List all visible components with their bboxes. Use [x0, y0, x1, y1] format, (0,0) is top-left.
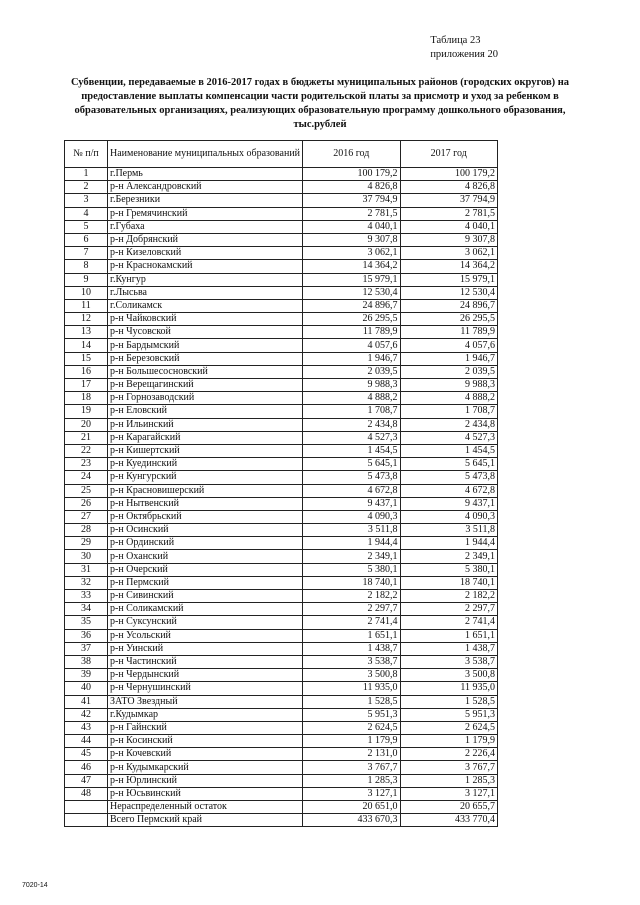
municipality-name-cell: Нераспределенный остаток — [107, 801, 302, 814]
row-number-cell: 29 — [65, 537, 108, 550]
row-number-cell: 10 — [65, 286, 108, 299]
value-2017-cell: 2 349,1 — [400, 550, 498, 563]
table-row — [65, 801, 498, 814]
value-2017-cell: 11 789,9 — [400, 326, 498, 339]
row-number-cell: 17 — [65, 379, 108, 392]
row-number-cell: 39 — [65, 669, 108, 682]
table-row — [65, 563, 498, 576]
value-2016-cell: 1 528,5 — [303, 695, 400, 708]
table-header-row — [65, 141, 498, 168]
row-number-cell: 38 — [65, 655, 108, 668]
table-row — [65, 761, 498, 774]
municipality-name-cell: р-н Чернушинский — [107, 682, 302, 695]
municipality-name-cell: г.Кунгур — [107, 273, 302, 286]
value-2017-cell: 4 090,3 — [400, 510, 498, 523]
municipality-name-cell: р-н Оханский — [107, 550, 302, 563]
municipality-name-cell: г.Кудымкар — [107, 708, 302, 721]
municipality-name-cell: р-н Чердынский — [107, 669, 302, 682]
value-2016-cell: 4 888,2 — [303, 392, 400, 405]
value-2017-cell: 9 307,8 — [400, 233, 498, 246]
municipality-name-cell: р-н Куединский — [107, 458, 302, 471]
row-number-cell: 44 — [65, 735, 108, 748]
value-2017-cell: 2 297,7 — [400, 603, 498, 616]
value-2017-cell: 3 127,1 — [400, 787, 498, 800]
value-2017-cell: 11 935,0 — [400, 682, 498, 695]
value-2017-cell: 14 364,2 — [400, 260, 498, 273]
value-2016-cell: 2 182,2 — [303, 590, 400, 603]
table-row — [65, 392, 498, 405]
row-number-cell: 37 — [65, 642, 108, 655]
municipality-name-cell: г.Соликамск — [107, 299, 302, 312]
table-row — [65, 484, 498, 497]
row-number-cell: 18 — [65, 392, 108, 405]
row-number-cell: 21 — [65, 431, 108, 444]
value-2017-cell: 4 826,8 — [400, 181, 498, 194]
municipality-name-cell: р-н Нытвенский — [107, 497, 302, 510]
value-2016-cell: 1 454,5 — [303, 444, 400, 457]
row-number-cell: 8 — [65, 260, 108, 273]
value-2017-cell: 15 979,1 — [400, 273, 498, 286]
value-2016-cell: 2 131,0 — [303, 748, 400, 761]
value-2016-cell: 2 434,8 — [303, 418, 400, 431]
table-row — [65, 471, 498, 484]
row-number-cell: 16 — [65, 365, 108, 378]
value-2016-cell: 9 307,8 — [303, 233, 400, 246]
value-2017-cell: 12 530,4 — [400, 286, 498, 299]
value-2017-cell: 1 285,3 — [400, 774, 498, 787]
row-number-cell: 5 — [65, 220, 108, 233]
value-2017-cell: 5 645,1 — [400, 458, 498, 471]
table-row — [65, 299, 498, 312]
value-2016-cell: 1 651,1 — [303, 629, 400, 642]
value-2017-cell: 1 438,7 — [400, 642, 498, 655]
document-title: Субвенции, передаваемые в 2016-2017 годах в бюджеты муниципальных районов (городских округов) на предоставление выплаты компенсации части родительской платы за присмотр и уход за ребенком в образовательных организациях, реализующих образовательную программу дошкольного образования, тыс.рублей — [70, 77, 570, 130]
value-2017-cell: 2 741,4 — [400, 616, 498, 629]
value-2016-cell: 26 295,5 — [303, 313, 400, 326]
municipality-name-cell: р-н Краснокамский — [107, 260, 302, 273]
value-2016-cell: 100 179,2 — [303, 168, 400, 181]
value-2017-cell: 2 226,4 — [400, 748, 498, 761]
value-2017-cell: 4 040,1 — [400, 220, 498, 233]
row-number-cell — [65, 801, 108, 814]
municipality-name-cell: р-н Горнозаводский — [107, 392, 302, 405]
table-row — [65, 590, 498, 603]
table-row — [65, 787, 498, 800]
row-number-cell: 31 — [65, 563, 108, 576]
value-2017-cell: 1 651,1 — [400, 629, 498, 642]
value-2017-cell: 4 888,2 — [400, 392, 498, 405]
row-number-cell: 9 — [65, 273, 108, 286]
row-number-cell: 33 — [65, 590, 108, 603]
municipality-name-cell: р-н Бардымский — [107, 339, 302, 352]
value-2017-cell: 9 437,1 — [400, 497, 498, 510]
value-2016-cell: 1 438,7 — [303, 642, 400, 655]
municipality-name-cell: р-н Гремячинский — [107, 207, 302, 220]
municipality-name-cell: г.Губаха — [107, 220, 302, 233]
value-2016-cell: 5 645,1 — [303, 458, 400, 471]
row-number-cell: 48 — [65, 787, 108, 800]
value-2016-cell: 2 297,7 — [303, 603, 400, 616]
table-row — [65, 194, 498, 207]
table-row — [65, 379, 498, 392]
row-number-cell: 45 — [65, 748, 108, 761]
value-2017-cell: 3 062,1 — [400, 247, 498, 260]
municipality-name-cell: р-н Суксунский — [107, 616, 302, 629]
row-number-cell — [65, 814, 108, 827]
municipality-name-cell: р-н Очерский — [107, 563, 302, 576]
table-row — [65, 326, 498, 339]
value-2016-cell: 4 527,3 — [303, 431, 400, 444]
table-row — [65, 286, 498, 299]
value-2017-cell: 1 454,5 — [400, 444, 498, 457]
value-2016-cell: 3 062,1 — [303, 247, 400, 260]
municipality-name-cell: г.Пермь — [107, 168, 302, 181]
row-number-cell: 1 — [65, 168, 108, 181]
row-number-cell: 20 — [65, 418, 108, 431]
table-reference — [430, 34, 498, 62]
value-2017-cell: 5 473,8 — [400, 471, 498, 484]
column-header-2016: 2016 год — [303, 141, 400, 168]
value-2016-cell: 4 040,1 — [303, 220, 400, 233]
value-2017-cell: 1 944,4 — [400, 537, 498, 550]
municipality-name-cell: р-н Красновишерский — [107, 484, 302, 497]
table-row — [65, 497, 498, 510]
municipality-name-cell: р-н Частинский — [107, 655, 302, 668]
value-2016-cell: 24 896,7 — [303, 299, 400, 312]
table-row — [65, 458, 498, 471]
table-row — [65, 774, 498, 787]
value-2016-cell: 433 670,3 — [303, 814, 400, 827]
table-row — [65, 537, 498, 550]
value-2016-cell: 2 039,5 — [303, 365, 400, 378]
row-number-cell: 35 — [65, 616, 108, 629]
value-2016-cell: 37 794,9 — [303, 194, 400, 207]
value-2016-cell: 18 740,1 — [303, 576, 400, 589]
municipality-name-cell: р-н Большесосновский — [107, 365, 302, 378]
column-header-number: № п/п — [65, 141, 108, 168]
value-2017-cell: 4 527,3 — [400, 431, 498, 444]
appendix-label: приложения 20 — [430, 49, 498, 60]
value-2017-cell: 3 767,7 — [400, 761, 498, 774]
municipality-name-cell: р-н Осинский — [107, 524, 302, 537]
municipality-name-cell: р-н Березовский — [107, 352, 302, 365]
municipality-name-cell: р-н Юрлинский — [107, 774, 302, 787]
value-2017-cell: 2 434,8 — [400, 418, 498, 431]
value-2016-cell: 3 127,1 — [303, 787, 400, 800]
municipality-name-cell: р-н Добрянский — [107, 233, 302, 246]
row-number-cell: 40 — [65, 682, 108, 695]
row-number-cell: 30 — [65, 550, 108, 563]
municipality-name-cell: р-н Чусовской — [107, 326, 302, 339]
column-header-2017: 2017 год — [400, 141, 498, 168]
table-row — [65, 510, 498, 523]
value-2016-cell: 5 473,8 — [303, 471, 400, 484]
table-row — [65, 405, 498, 418]
value-2016-cell: 11 935,0 — [303, 682, 400, 695]
table-row — [65, 247, 498, 260]
value-2016-cell: 1 285,3 — [303, 774, 400, 787]
table-row — [65, 365, 498, 378]
table-row — [65, 273, 498, 286]
table-row — [65, 748, 498, 761]
value-2017-cell: 3 538,7 — [400, 655, 498, 668]
value-2016-cell: 1 179,9 — [303, 735, 400, 748]
table-row — [65, 669, 498, 682]
value-2016-cell: 4 090,3 — [303, 510, 400, 523]
value-2017-cell: 1 946,7 — [400, 352, 498, 365]
value-2017-cell: 2 624,5 — [400, 721, 498, 734]
row-number-cell: 23 — [65, 458, 108, 471]
row-number-cell: 7 — [65, 247, 108, 260]
municipality-name-cell: г.Березники — [107, 194, 302, 207]
row-number-cell: 25 — [65, 484, 108, 497]
municipality-name-cell: р-н Ильинский — [107, 418, 302, 431]
municipality-name-cell: р-н Кизеловский — [107, 247, 302, 260]
value-2016-cell: 3 538,7 — [303, 655, 400, 668]
value-2016-cell: 4 826,8 — [303, 181, 400, 194]
table-row — [65, 220, 498, 233]
value-2016-cell: 2 741,4 — [303, 616, 400, 629]
table-row — [65, 260, 498, 273]
value-2016-cell: 3 511,8 — [303, 524, 400, 537]
table-row — [65, 524, 498, 537]
row-number-cell: 41 — [65, 695, 108, 708]
municipality-name-cell: р-н Уинский — [107, 642, 302, 655]
row-number-cell: 12 — [65, 313, 108, 326]
value-2017-cell: 5 951,3 — [400, 708, 498, 721]
value-2016-cell: 2 624,5 — [303, 721, 400, 734]
subvention-table — [64, 140, 498, 827]
value-2017-cell: 433 770,4 — [400, 814, 498, 827]
value-2017-cell: 2 039,5 — [400, 365, 498, 378]
table-row — [65, 168, 498, 181]
value-2017-cell: 37 794,9 — [400, 194, 498, 207]
municipality-name-cell: р-н Гайнский — [107, 721, 302, 734]
table-row — [65, 814, 498, 827]
municipality-name-cell: р-н Ординский — [107, 537, 302, 550]
municipality-name-cell: р-н Усольский — [107, 629, 302, 642]
row-number-cell: 28 — [65, 524, 108, 537]
row-number-cell: 34 — [65, 603, 108, 616]
value-2017-cell: 5 380,1 — [400, 563, 498, 576]
value-2016-cell: 3 500,8 — [303, 669, 400, 682]
table-row — [65, 708, 498, 721]
value-2016-cell: 1 946,7 — [303, 352, 400, 365]
table-body — [65, 168, 498, 827]
value-2016-cell: 4 672,8 — [303, 484, 400, 497]
row-number-cell: 32 — [65, 576, 108, 589]
row-number-cell: 36 — [65, 629, 108, 642]
table-row — [65, 629, 498, 642]
value-2016-cell: 20 651,0 — [303, 801, 400, 814]
table-row — [65, 735, 498, 748]
table-number-label: Таблица 23 — [430, 35, 481, 46]
row-number-cell: 26 — [65, 497, 108, 510]
municipality-name-cell: р-н Косинский — [107, 735, 302, 748]
table-row — [65, 181, 498, 194]
value-2016-cell: 3 767,7 — [303, 761, 400, 774]
municipality-name-cell: ЗАТО Звездный — [107, 695, 302, 708]
row-number-cell: 43 — [65, 721, 108, 734]
municipality-name-cell: р-н Александровский — [107, 181, 302, 194]
value-2017-cell: 20 655,7 — [400, 801, 498, 814]
value-2017-cell: 9 988,3 — [400, 379, 498, 392]
municipality-name-cell: г.Лысьва — [107, 286, 302, 299]
value-2017-cell: 4 672,8 — [400, 484, 498, 497]
value-2016-cell: 1 944,4 — [303, 537, 400, 550]
table-row — [65, 655, 498, 668]
value-2016-cell: 2 349,1 — [303, 550, 400, 563]
row-number-cell: 42 — [65, 708, 108, 721]
row-number-cell: 15 — [65, 352, 108, 365]
table-row — [65, 603, 498, 616]
value-2017-cell: 4 057,6 — [400, 339, 498, 352]
value-2016-cell: 5 380,1 — [303, 563, 400, 576]
table-row — [65, 207, 498, 220]
table-row — [65, 431, 498, 444]
row-number-cell: 3 — [65, 194, 108, 207]
municipality-name-cell: р-н Кудымкарский — [107, 761, 302, 774]
municipality-name-cell: р-н Верещагинский — [107, 379, 302, 392]
municipality-name-cell: р-н Кишертский — [107, 444, 302, 457]
value-2017-cell: 1 708,7 — [400, 405, 498, 418]
row-number-cell: 13 — [65, 326, 108, 339]
municipality-name-cell: р-н Чайковский — [107, 313, 302, 326]
value-2016-cell: 12 530,4 — [303, 286, 400, 299]
table-row — [65, 418, 498, 431]
table-row — [65, 576, 498, 589]
row-number-cell: 24 — [65, 471, 108, 484]
row-number-cell: 27 — [65, 510, 108, 523]
value-2017-cell: 18 740,1 — [400, 576, 498, 589]
municipality-name-cell: р-н Сивинский — [107, 590, 302, 603]
row-number-cell: 22 — [65, 444, 108, 457]
value-2017-cell: 24 896,7 — [400, 299, 498, 312]
table-row — [65, 313, 498, 326]
municipality-name-cell: р-н Пермский — [107, 576, 302, 589]
table-row — [65, 721, 498, 734]
value-2016-cell: 11 789,9 — [303, 326, 400, 339]
municipality-name-cell: р-н Соликамский — [107, 603, 302, 616]
municipality-name-cell: Всего Пермский край — [107, 814, 302, 827]
value-2016-cell: 9 988,3 — [303, 379, 400, 392]
municipality-name-cell: р-н Карагайский — [107, 431, 302, 444]
row-number-cell: 11 — [65, 299, 108, 312]
row-number-cell: 19 — [65, 405, 108, 418]
value-2017-cell: 100 179,2 — [400, 168, 498, 181]
footer-code: 7020-14 — [22, 882, 48, 889]
row-number-cell: 47 — [65, 774, 108, 787]
table-row — [65, 642, 498, 655]
value-2017-cell: 26 295,5 — [400, 313, 498, 326]
value-2017-cell: 1 528,5 — [400, 695, 498, 708]
value-2016-cell: 5 951,3 — [303, 708, 400, 721]
municipality-name-cell: р-н Октябрьский — [107, 510, 302, 523]
value-2017-cell: 3 500,8 — [400, 669, 498, 682]
value-2016-cell: 4 057,6 — [303, 339, 400, 352]
value-2016-cell: 9 437,1 — [303, 497, 400, 510]
row-number-cell: 6 — [65, 233, 108, 246]
table-row — [65, 682, 498, 695]
value-2016-cell: 15 979,1 — [303, 273, 400, 286]
municipality-name-cell: р-н Кочевский — [107, 748, 302, 761]
row-number-cell: 2 — [65, 181, 108, 194]
table-row — [65, 550, 498, 563]
table-row — [65, 616, 498, 629]
table-row — [65, 695, 498, 708]
row-number-cell: 4 — [65, 207, 108, 220]
value-2017-cell: 2 781,5 — [400, 207, 498, 220]
value-2016-cell: 14 364,2 — [303, 260, 400, 273]
value-2017-cell: 1 179,9 — [400, 735, 498, 748]
value-2017-cell: 3 511,8 — [400, 524, 498, 537]
table-row — [65, 444, 498, 457]
row-number-cell: 14 — [65, 339, 108, 352]
value-2017-cell: 2 182,2 — [400, 590, 498, 603]
municipality-name-cell: р-н Юсьвинский — [107, 787, 302, 800]
value-2016-cell: 1 708,7 — [303, 405, 400, 418]
municipality-name-cell: р-н Еловский — [107, 405, 302, 418]
column-header-name: Наименование муниципальных образований — [107, 141, 302, 168]
table-row — [65, 339, 498, 352]
table-row — [65, 352, 498, 365]
value-2016-cell: 2 781,5 — [303, 207, 400, 220]
row-number-cell: 46 — [65, 761, 108, 774]
municipality-name-cell: р-н Кунгурский — [107, 471, 302, 484]
table-row — [65, 233, 498, 246]
